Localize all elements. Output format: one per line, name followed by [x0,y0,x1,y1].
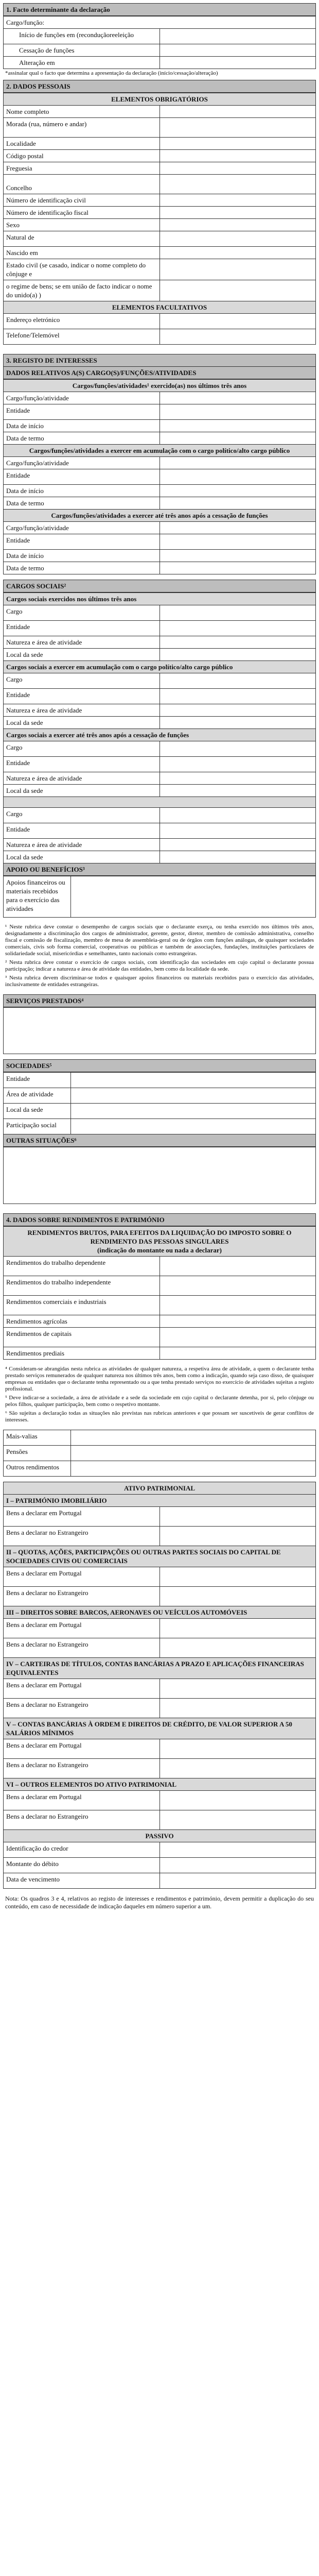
field-value[interactable] [160,219,316,231]
field-value[interactable] [160,231,316,247]
mandatory-header: ELEMENTOS OBRIGATÓRIOS [4,93,316,106]
field-value[interactable] [160,851,316,863]
field-value[interactable] [160,420,316,432]
field-label: Cargo/função/atividade [4,522,160,534]
field-value[interactable] [160,497,316,510]
field-value[interactable] [160,1315,316,1328]
companies-table [3,1072,316,1134]
field-value[interactable] [160,1567,316,1587]
companies-title: SOCIEDADES⁵ [3,1059,316,1072]
field-label: Data de início [4,550,160,562]
other-title: OUTRAS SITUAÇÕES⁶ [3,1134,316,1147]
field-value[interactable] [160,621,316,636]
field-value[interactable] [160,1759,316,1778]
field-value[interactable] [160,329,316,345]
income-header-text: RENDIMENTOS BRUTOS, PARA EFEITOS DA LIQUIDAÇÃO DO IMPOSTO SOBRE O RENDIMENTO DAS PESSOAS SINGULARES [27,1229,292,1245]
field-value[interactable] [160,649,316,661]
field-value[interactable] [160,314,316,329]
field-label: Outros rendimentos [4,1461,71,1477]
field-value[interactable] [160,194,316,207]
field-value[interactable] [160,392,316,404]
other-value[interactable] [4,1147,316,1204]
field-value[interactable] [160,757,316,772]
section-1-note: *assinalar qual o facto que determina a apresentação da declaração (início/cessação/alteração) [5,70,218,76]
field-label: Rendimentos comerciais e industriais [4,1296,160,1315]
asset-group-title: IV – CARTEIRAS DE TÍTULOS, CONTAS BANCÁRIAS A PRAZO E APLICAÇÕES FINANCEIRAS EQUIVALENTES [4,1658,316,1679]
field-value[interactable] [160,1347,316,1360]
field-label: Bens a declarar em Portugal [4,1739,160,1759]
field-label: Data de início [4,485,160,497]
option-start-value[interactable] [160,29,316,44]
section-1-table [3,16,316,69]
field-value[interactable] [160,823,316,839]
option-change-value[interactable] [160,57,316,69]
field-value[interactable] [160,1587,316,1606]
field-value[interactable] [160,1507,316,1527]
field-value[interactable] [71,1446,316,1461]
field-label: Cargo [4,673,160,689]
field-value[interactable] [160,1276,316,1296]
block-header-empty [4,797,316,808]
section-4-title: 4. DADOS SOBRE RENDIMENTOS E PATRIMÓNIO [3,1213,316,1226]
field-label: Rendimentos prediais [4,1347,160,1360]
asset-group-title: III – DIREITOS SOBRE BARCOS, AERONAVES OU VEÍCULOS AUTOMÓVEIS [4,1606,316,1619]
field-label: Bens a declarar em Portugal [4,1619,160,1638]
field-label: Entidade [4,534,160,550]
activities-table [3,379,316,574]
field-label: Entidade [4,689,160,704]
field-value[interactable] [160,808,316,823]
field-value[interactable] [160,1739,316,1759]
field-value[interactable] [71,1073,316,1088]
field-label: Rendimentos de capitais [4,1328,160,1347]
option-start-label: Início de funções em (reconduçãoreeleição [19,31,134,39]
personal-data-table [3,93,316,345]
field-label: Nome completo [4,106,160,118]
cargo-label: Cargo/função: [6,19,45,26]
footnote-5: ⁵ Deve indicar-se a sociedade, a área de atividade e a sede da sociedade em cujo capital o declarante detenha, por si, pelo cônjuge ou pelos filhos, qualquer participação, bem como o respetivo montante. [5,1395,314,1408]
option-start[interactable] [4,29,160,44]
field-label: Natureza e área de atividade [4,636,160,649]
field-label: Local da sede [4,649,160,661]
field-value[interactable] [160,741,316,757]
services-title: SERVIÇOS PRESTADOS⁴ [3,994,316,1007]
field-value[interactable] [160,1619,316,1638]
field-label: Telefone/Telemóvel [4,329,160,345]
field-value[interactable] [160,1842,316,1858]
field-value[interactable] [160,839,316,851]
field-label: Rendimentos do trabalho independente [4,1276,160,1296]
option-change[interactable] [4,57,160,69]
field-label: Bens a declarar no Estrangeiro [4,1759,160,1778]
income-subheader-text: (indicação do montante ou nada a declarar) [97,1246,222,1254]
field-label: Bens a declarar no Estrangeiro [4,1587,160,1606]
field-label: Participação social [4,1119,71,1134]
field-value[interactable] [160,704,316,717]
field-value[interactable] [160,404,316,420]
field-label: Bens a declarar no Estrangeiro [4,1699,160,1718]
block-header: Cargos sociais exercidos nos últimos três anos [4,593,316,605]
option-change-label: Alteração em [19,59,55,66]
field-label: Bens a declarar em Portugal [4,1507,160,1527]
field-label: Rendimentos do trabalho dependente [4,1257,160,1276]
field-label: Endereço eletrónico [4,314,160,329]
field-label: Local da sede [4,717,160,729]
field-value[interactable] [160,605,316,621]
field-label: Freguesia [4,162,160,175]
assets-header: ATIVO PATRIMONIAL [4,1482,316,1495]
assets-table [3,1482,316,1889]
field-value[interactable] [160,457,316,469]
field-value[interactable] [160,689,316,704]
field-label: Identificação do credor [4,1842,160,1858]
block-header: Cargos/funções/atividades a exercer até três anos após a cessação de funções [4,510,316,522]
asset-group-title: VI – OUTROS ELEMENTOS DO ATIVO PATRIMONIAL [4,1778,316,1791]
support-title: APOIO OU BENEFÍCIOS³ [3,863,316,876]
field-label: Local da sede [4,1104,71,1119]
field-value[interactable] [160,1527,316,1546]
field-value[interactable] [160,717,316,729]
field-value[interactable] [160,1257,316,1276]
field-label: Cargo/função/atividade [4,457,160,469]
field-value[interactable] [160,1858,316,1873]
field-value[interactable] [160,469,316,485]
field-value[interactable] [160,259,316,280]
field-value[interactable] [160,207,316,219]
asset-group-title: I – PATRIMÓNIO IMOBILIÁRIO [4,1495,316,1507]
footnote-1: ¹ Neste rubrica deve constar o desempenho de cargos sociais que o declarante exerça, ou tenha exercido nos últimos três anos, designadamente a discriminação dos cargos de administrador, gerente, gestor, diretor, membro de comissão administrativa, conselho fiscal e comissão de fiscalização, membro de mesa de assembleia-geral ou de órgãos com funções análogas, de quaisquer sociedades comerciais, civis sob forma comercial, cooperativas ou públicas e também de associações, fundações, instituições particulares de solidariedade social, misericórdias e semelhantes, tanto nacionais como estrangeiras. [5,924,314,957]
field-label: Data de termo [4,497,160,510]
field-label: Cargo [4,808,160,823]
field-value[interactable] [160,118,316,138]
field-value[interactable] [160,432,316,445]
field-value[interactable] [160,673,316,689]
section-2-title: 2. DADOS PESSOAIS [3,80,316,93]
section-1-title: 1. Facto determinante da declaração [3,3,316,16]
field-value[interactable] [71,876,316,918]
field-value[interactable] [160,534,316,550]
footnote-3: ³ Nesta rubrica devem discriminar-se todos e quaisquer apoios financeiros ou materiais recebidos para o exercício das atividades, inclusivamente de entidades estrangeiras. [5,975,314,988]
field-label: Data de vencimento [4,1873,160,1889]
footnote-6: ⁶ São sujeitas a declaração todas as situações não previstas nas rubricas anteriores e que possam ser suscetíveis de gerar conflitos de interesses. [5,1410,314,1423]
field-value[interactable] [160,1328,316,1347]
field-label: Bens a declarar no Estrangeiro [4,1527,160,1546]
optional-header: ELEMENTOS FACULTATIVOS [4,301,316,314]
field-value[interactable] [160,550,316,562]
field-label: Data de termo [4,432,160,445]
field-value[interactable] [160,772,316,785]
field-label: Natureza e área de atividade [4,839,160,851]
field-label: Montante do débito [4,1858,160,1873]
block-header: Cargos/funções/atividades a exercer em acumulação com o cargo político/alto cargo público [4,445,316,457]
field-label: o regime de bens; se em união de facto indicar o nome do unido(a) ) [4,280,160,301]
field-label: Bens a declarar em Portugal [4,1567,160,1587]
field-label: Mais-valias [4,1430,71,1446]
field-value[interactable] [160,485,316,497]
field-value[interactable] [160,1810,316,1830]
field-label: Concelho [4,175,160,194]
field-label: Bens a declarar no Estrangeiro [4,1638,160,1658]
field-label: Cargo/função/atividade [4,392,160,404]
field-value[interactable] [160,1873,316,1889]
field-label: Apoios financeiros ou materiais recebidos para o exercício das atividades [4,876,71,918]
income-table [3,1226,316,1360]
services-value[interactable] [4,1008,316,1054]
field-label: Entidade [4,621,160,636]
social-title: CARGOS SOCIAIS² [3,580,316,592]
block-header: Cargos/funções/atividades¹ exercido(as) nos últimos três anos [4,380,316,392]
section-3-subtitle: DADOS RELATIVOS A(S) CARGO(S)/FUNÇÕES/ATIVIDADES [3,367,316,379]
field-value[interactable] [160,636,316,649]
field-label: Natureza e área de atividade [4,704,160,717]
field-value[interactable] [160,522,316,534]
field-value[interactable] [160,562,316,574]
asset-group-title: II – QUOTAS, AÇÕES, PARTICIPAÇÕES OU OUTRAS PARTES SOCIAIS DO CAPITAL DE SOCIEDADES CIVIS OU COMERCIAIS [4,1546,316,1567]
social-table [3,592,316,863]
field-value[interactable] [160,175,316,194]
option-end-value[interactable] [160,44,316,57]
field-label: Localidade [4,138,160,150]
field-label: Entidade [4,404,160,420]
field-value[interactable] [71,1104,316,1119]
option-end-label: Cessação de funções [19,46,75,54]
field-value[interactable] [160,1296,316,1315]
section-3-title: 3. REGISTO DE INTERESSES [3,354,316,367]
field-value[interactable] [160,785,316,797]
services-table [3,1007,316,1054]
field-label: Bens a declarar em Portugal [4,1679,160,1699]
field-label: Bens a declarar em Portugal [4,1791,160,1810]
field-value[interactable] [160,1679,316,1699]
field-label: Cargo [4,605,160,621]
field-value[interactable] [71,1119,316,1134]
field-value[interactable] [160,247,316,259]
field-value[interactable] [160,106,316,118]
field-label: Entidade [4,757,160,772]
field-value[interactable] [71,1088,316,1104]
field-label: Bens a declarar no Estrangeiro [4,1810,160,1830]
field-value[interactable] [160,280,316,301]
footnote-2: ² Nesta rubrica deve constar o exercício de cargos sociais, com identificação das sociedades em cujo capital o declarante possua participação; indicar a natureza e área de atividade das entidades, bem como da localidade da sede. [5,959,314,972]
field-label: Morada (rua, número e andar) [4,118,160,138]
field-label: Local da sede [4,785,160,797]
block-header: Cargos sociais a exercer em acumulação com o cargo político/alto cargo público [4,661,316,673]
field-value[interactable] [160,138,316,150]
field-value[interactable] [160,1699,316,1718]
field-label: Número de identificação fiscal [4,207,160,219]
field-label: Data de início [4,420,160,432]
support-table [3,876,316,918]
field-label: Cargo [4,741,160,757]
field-label: Estado civil (se casado, indicar o nome completo do cônjuge e [4,259,160,280]
field-label: Data de termo [4,562,160,574]
income-table-continued [3,1430,316,1477]
option-end[interactable] [4,44,160,57]
field-label: Natural de [4,231,160,247]
footnote-4: ⁴ Consideram-se abrangidas nesta rubrica as atividades de qualquer natureza, a respetiva área de atividade, a quem o declarante tenha prestado serviços remunerados de qualquer natureza nos últimos três anos, bem como a indicação, quando seja caso disso, de quaisquer empresas ou entidades que o declarante tenha representado ou a que tenha prestado serviços no exercício de atividades sujeitas a registo profissional. [5,1366,314,1392]
field-label: Entidade [4,823,160,839]
field-label: Rendimentos agrícolas [4,1315,160,1328]
field-label: Nascido em [4,247,160,259]
liabilities-header: PASSIVO [4,1830,316,1842]
field-label: Local da sede [4,851,160,863]
field-label: Pensões [4,1446,71,1461]
declaration-form [3,0,316,1911]
asset-group-title: V – CONTAS BANCÁRIAS À ORDEM E DIREITOS DE CRÉDITO, DE VALOR SUPERIOR A 50 SALÁRIOS MÍNIMOS [4,1718,316,1739]
field-value[interactable] [71,1430,316,1446]
field-label: Natureza e área de atividade [4,772,160,785]
final-note: Nota: Os quadros 3 e 4, relativos ao registo de interesses e rendimentos e património, devem permitir a duplicação do seu conteúdo, em caso de necessidade de indicação daqueles em número superior a um. [5,1895,314,1910]
field-value[interactable] [160,150,316,162]
field-value[interactable] [160,162,316,175]
field-label: Área de atividade [4,1088,71,1104]
field-value[interactable] [71,1461,316,1477]
field-value[interactable] [160,1638,316,1658]
cargo-field[interactable] [4,16,316,29]
block-header: Cargos sociais a exercer até três anos após a cessação de funções [4,729,316,741]
field-label: Número de identificação civil [4,194,160,207]
field-value[interactable] [160,1791,316,1810]
field-label: Sexo [4,219,160,231]
income-header [4,1227,316,1257]
other-table [3,1147,316,1204]
field-label: Entidade [4,469,160,485]
field-label: Código postal [4,150,160,162]
field-label: Entidade [4,1073,71,1088]
